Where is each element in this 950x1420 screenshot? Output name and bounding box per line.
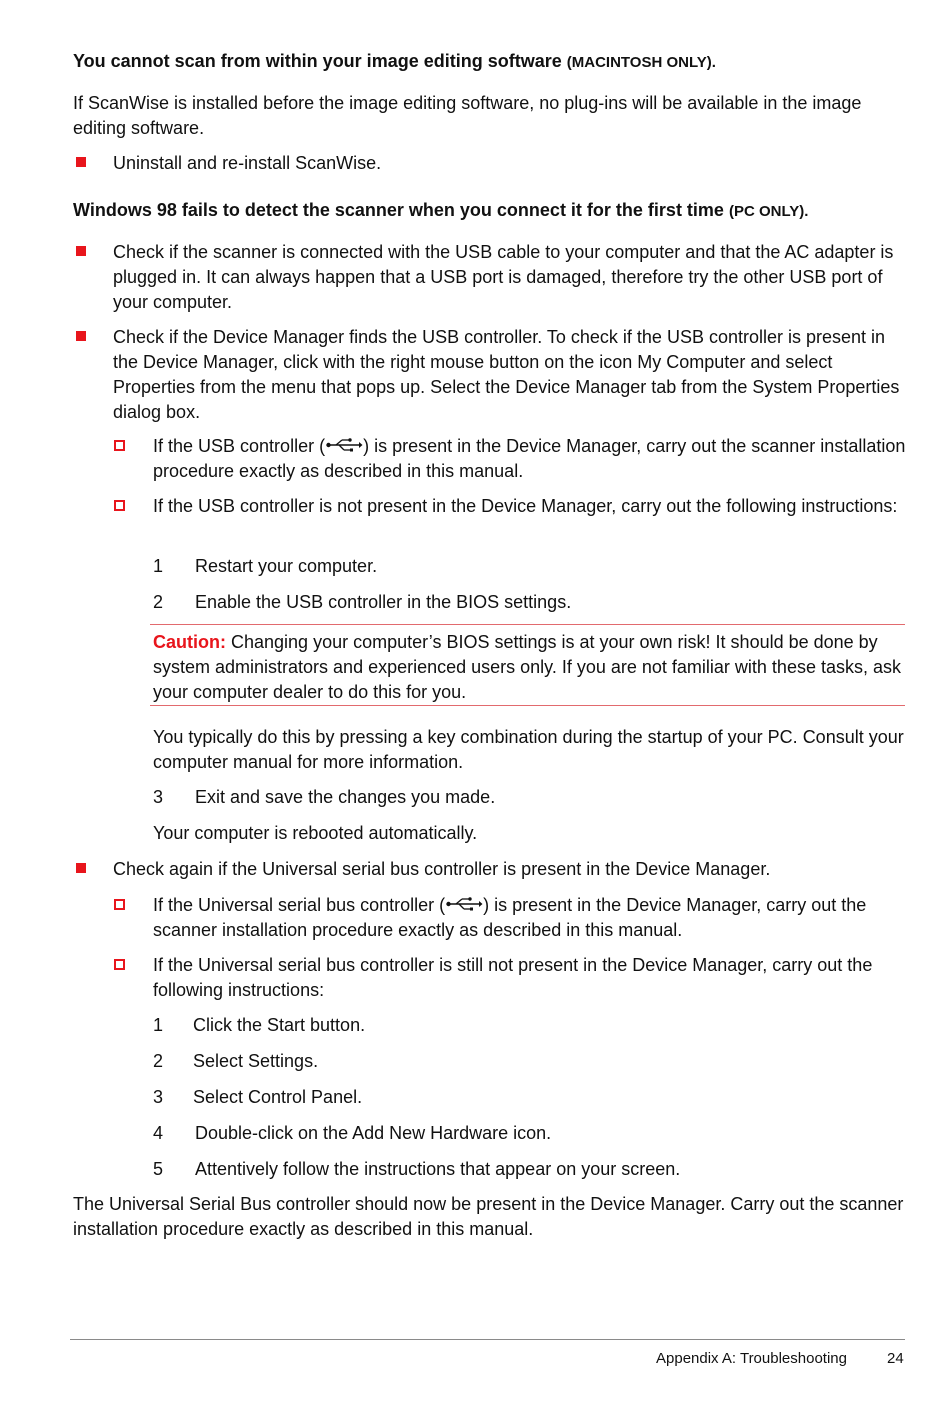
caution-body: Changing your computer’s BIOS settings is at your own risk! It should be done by system administrators and experienced users only. If you are not familiar with these tasks, ask your computer dealer to do this for you.	[153, 632, 901, 702]
heading-mac-note: (MACINTOSH ONLY).	[566, 54, 716, 71]
step-text: Enable the USB controller in the BIOS settings.	[195, 592, 572, 612]
heading-win-text: Windows 98 fails to detect the scanner when you connect it for the first time	[73, 200, 724, 220]
usb-symbol-icon	[325, 437, 363, 453]
caution-box	[150, 624, 905, 706]
win-bullet-3: Check again if the Universal serial bus controller is present in the Device Manager.	[113, 859, 771, 879]
sub-bullet-square-icon	[114, 959, 125, 970]
footer-divider	[70, 1339, 905, 1340]
heading-mac-text: You cannot scan from within your image editing software	[73, 51, 562, 71]
step-text: Exit and save the changes you made.	[195, 787, 496, 807]
reboot-note: Your computer is rebooted automatically.	[153, 823, 478, 843]
bullet-square-icon	[76, 157, 86, 167]
step-number: 3	[153, 1087, 164, 1107]
heading-win-note: (PC ONLY).	[728, 203, 809, 220]
caution-label: Caution:	[153, 632, 226, 652]
bullet-square-icon	[76, 331, 86, 341]
bullet-square-icon	[76, 863, 86, 873]
step-number: 3	[153, 787, 164, 807]
usb-symbol-icon	[445, 896, 483, 912]
step-number: 1	[153, 556, 164, 576]
step-number: 2	[153, 1051, 164, 1071]
sub-a1-text: If the USB controller ( ) is present in the Device Manager, carry out the scanner installation procedure exactly as described in this manual.	[153, 436, 906, 481]
bios-note: You typically do this by pressing a key combination during the startup of your PC. Consult your computer manual for more information.	[153, 727, 904, 772]
step-text: Restart your computer.	[195, 556, 378, 576]
bullet-square-icon	[76, 246, 86, 256]
sub-a2-text: If the USB controller is not present in the Device Manager, carry out the following instructions:	[153, 496, 898, 516]
step-number: 5	[153, 1159, 164, 1179]
page-number: 24	[887, 1350, 904, 1367]
closing-paragraph: The Universal Serial Bus controller should now be present in the Device Manager. Carry out the scanner installation procedure exactly as described in this manual.	[73, 1194, 904, 1239]
sub-b2-text: If the Universal serial bus controller is still not present in the Device Manager, carry out the following instructions:	[153, 955, 873, 1000]
step-number: 4	[153, 1123, 164, 1143]
step-text: Double-click on the Add New Hardware icon.	[195, 1123, 552, 1143]
step-number: 2	[153, 592, 164, 612]
step-number: 1	[153, 1015, 164, 1035]
sub-bullet-square-icon	[114, 899, 125, 910]
sub-bullet-square-icon	[114, 440, 125, 451]
heading-win98-detect	[73, 198, 908, 224]
mac-intro-paragraph: If ScanWise is installed before the image editing software, no plug-ins will be available in the image editing software.	[73, 93, 862, 138]
step-text: Select Control Panel.	[193, 1087, 363, 1107]
footer-section-title: Appendix A: Troubleshooting	[656, 1350, 847, 1367]
heading-mac-scan	[73, 49, 908, 75]
caution-paragraph	[153, 630, 903, 705]
step-text: Select Settings.	[193, 1051, 319, 1071]
step-text: Click the Start button.	[193, 1015, 366, 1035]
win-bullet-2: Check if the Device Manager finds the USB controller. To check if the USB controller is present in the Device Manager, click with the right mouse button on the icon My Computer and select Properties from the menu that pops up. Select the Device Manager tab from the System Properties dialog box.	[113, 327, 900, 422]
sub-b1-text: If the Universal serial bus controller ( ) is present in the Device Manager, carry out the scanner installation procedure exactly as described in this manual.	[153, 895, 867, 940]
sub-bullet-square-icon	[114, 500, 125, 511]
win-bullet-1: Check if the scanner is connected with the USB cable to your computer and that the AC adapter is plugged in. It can always happen that a USB port is damaged, therefore try the other USB port of your computer.	[113, 242, 894, 312]
step-text: Attentively follow the instructions that appear on your screen.	[195, 1159, 681, 1179]
mac-bullet-text: Uninstall and re-install ScanWise.	[113, 153, 382, 173]
